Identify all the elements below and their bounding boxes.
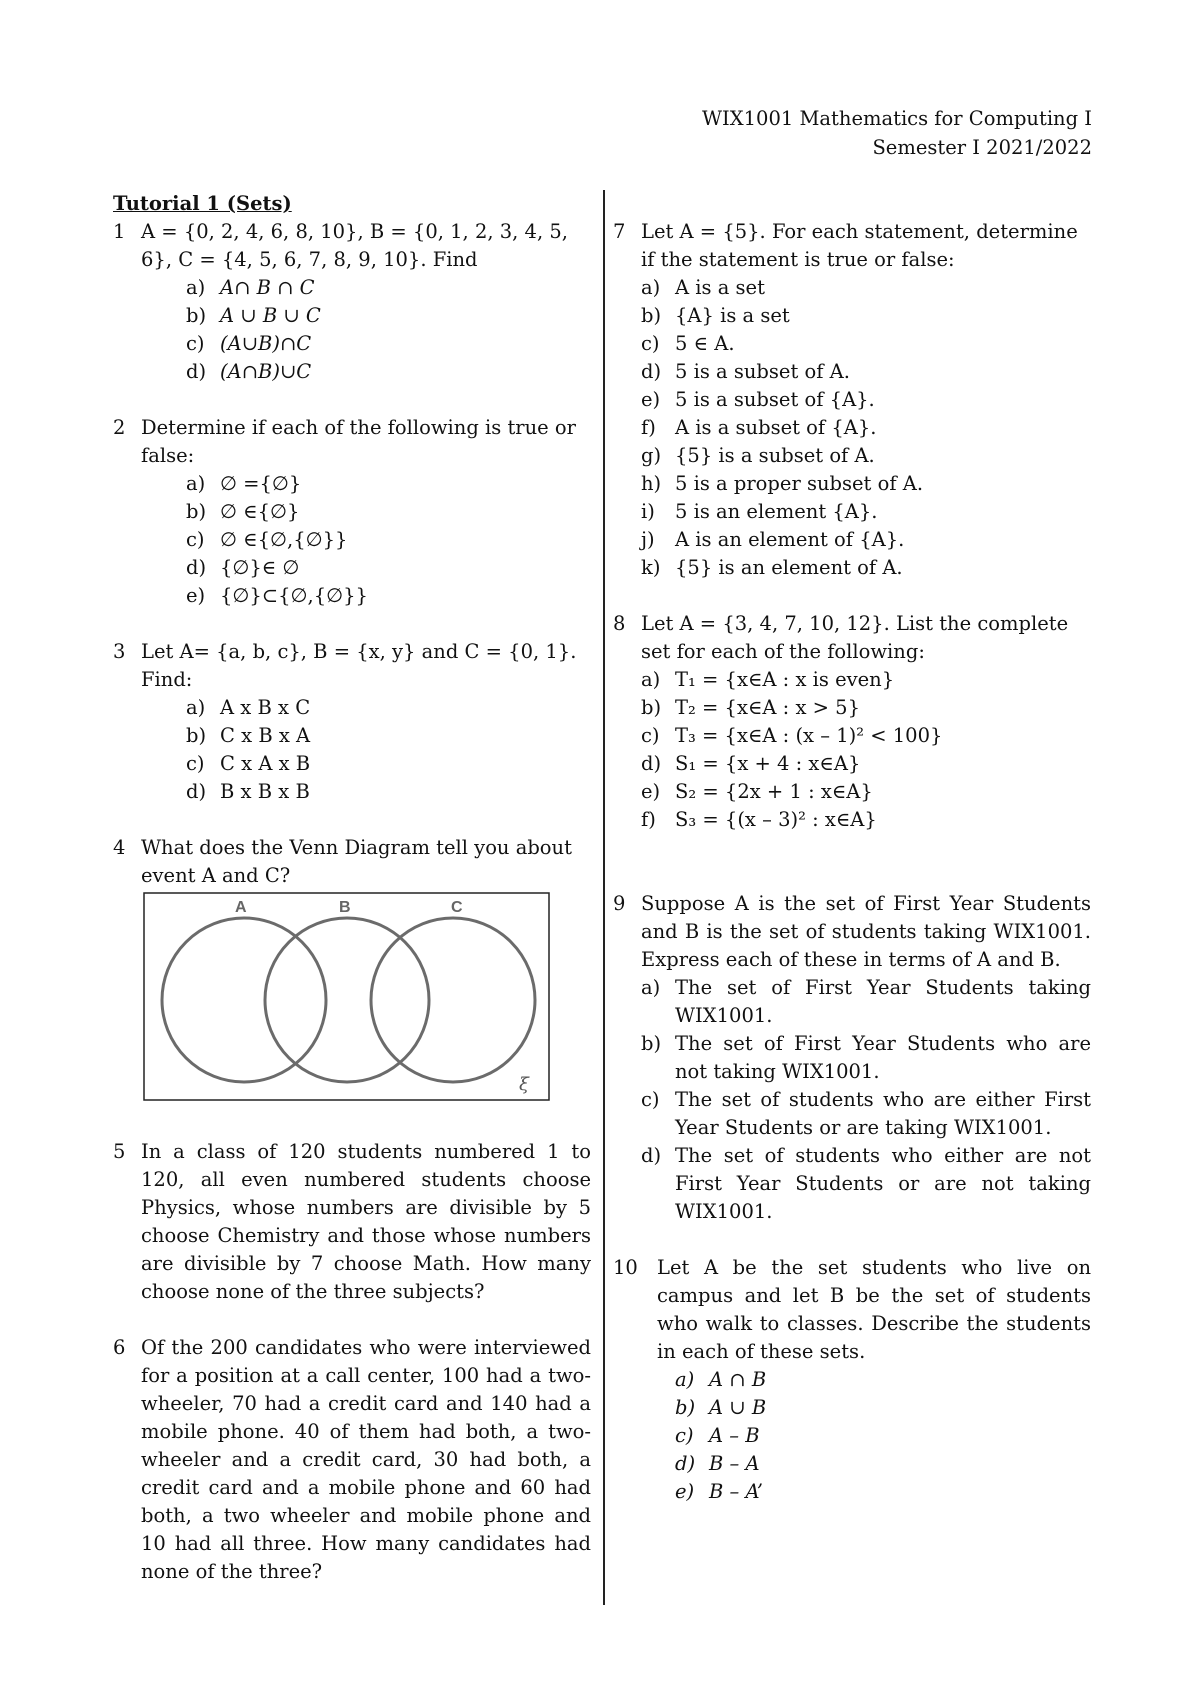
option-label: d) bbox=[186, 780, 207, 803]
question-number: 10 bbox=[613, 1256, 638, 1279]
universe-box bbox=[144, 893, 549, 1100]
option-text: B – A bbox=[709, 1452, 760, 1475]
question-number: 6 bbox=[113, 1336, 126, 1359]
option-text: {∅}∈ ∅ bbox=[220, 556, 300, 579]
option-label: e) bbox=[641, 388, 661, 411]
option-label: a) bbox=[641, 276, 661, 299]
option-text: S₃ = {(x – 3)² : x∈A} bbox=[675, 808, 877, 831]
universe-label: ξ bbox=[519, 1074, 529, 1095]
question-text: Let A be the set students who live on campus and let B be the set of students who walk to classes. Describe the students in each of these sets. bbox=[657, 1256, 1091, 1363]
option-label: a) bbox=[641, 668, 661, 691]
option-item bbox=[641, 274, 1091, 302]
option-item bbox=[641, 386, 1091, 414]
option-label: b) bbox=[675, 1396, 696, 1419]
option-text: T₃ = {x∈A : (x – 1)² < 100} bbox=[675, 724, 943, 747]
question-number: 4 bbox=[113, 836, 126, 859]
question-number: 3 bbox=[113, 640, 126, 663]
option-item bbox=[186, 750, 591, 778]
option-item bbox=[641, 778, 1091, 806]
option-item bbox=[186, 470, 591, 498]
option-text: A is a subset of {A}. bbox=[675, 416, 877, 439]
option-text: {A} is a set bbox=[675, 304, 790, 327]
option-label: a) bbox=[186, 276, 206, 299]
option-label: a) bbox=[675, 1368, 695, 1391]
option-item bbox=[186, 330, 591, 358]
option-label: d) bbox=[641, 752, 662, 775]
option-text: 5 is a proper subset of A. bbox=[675, 472, 924, 495]
option-item bbox=[186, 694, 591, 722]
option-text: The set of students who either are not First Year Students or are not taking WIX1001. bbox=[675, 1144, 1091, 1223]
option-label: d) bbox=[675, 1452, 696, 1475]
option-label: c) bbox=[186, 332, 205, 355]
option-label: d) bbox=[641, 360, 662, 383]
option-text: ∅ ∈{∅,{∅}} bbox=[220, 528, 348, 551]
option-label: f) bbox=[641, 416, 656, 439]
option-text: T₂ = {x∈A : x > 5} bbox=[675, 696, 860, 719]
option-text: A – B bbox=[709, 1424, 760, 1447]
option-label: i) bbox=[641, 500, 655, 523]
option-text: A ∩ B bbox=[709, 1368, 767, 1391]
option-item bbox=[186, 778, 591, 806]
option-item bbox=[641, 526, 1091, 554]
option-label: c) bbox=[641, 724, 660, 747]
question-text: Of the 200 candidates who were interviewed for a position at a call center, 100 had a two-wheeler, 70 had a credit card and 140 had a mobile phone. 40 of them had both, a two-wheeler and a credit card, 30 had both, a credit card and a mobile phone and 60 had both, a two wheeler and mobile phone and 10 had all three. How many candidates had none of the three? bbox=[141, 1336, 591, 1583]
option-item bbox=[641, 750, 1091, 778]
option-item bbox=[186, 302, 591, 330]
venn-diagram bbox=[143, 892, 551, 1102]
option-item bbox=[186, 498, 591, 526]
label-c: C bbox=[451, 899, 463, 916]
question-text: Let A = {5}. For each statement, determine if the statement is true or false: bbox=[641, 220, 1078, 271]
question-6 bbox=[113, 1334, 591, 1586]
option-label: b) bbox=[186, 724, 207, 747]
option-item bbox=[186, 582, 591, 610]
option-item bbox=[641, 442, 1091, 470]
question-number: 7 bbox=[613, 220, 626, 243]
option-text: 5 is a subset of A. bbox=[675, 360, 850, 383]
option-item bbox=[641, 666, 1091, 694]
question-text: Determine if each of the following is true or false: bbox=[141, 416, 576, 467]
option-label: j) bbox=[641, 528, 655, 551]
question-text: Let A = {3, 4, 7, 10, 12}. List the complete set for each of the following: bbox=[641, 612, 1069, 663]
option-item bbox=[641, 1142, 1091, 1226]
option-item bbox=[641, 470, 1091, 498]
option-label: c) bbox=[641, 1088, 660, 1111]
column-divider bbox=[603, 190, 605, 1605]
option-label: b) bbox=[641, 304, 662, 327]
option-label: b) bbox=[186, 304, 207, 327]
option-label: e) bbox=[186, 584, 206, 607]
question-10 bbox=[613, 1254, 1091, 1506]
option-text: A is a set bbox=[675, 276, 765, 299]
option-text: (A∪B)∩C bbox=[220, 332, 312, 355]
option-text: T₁ = {x∈A : x is even} bbox=[675, 668, 895, 691]
option-item bbox=[675, 1366, 1091, 1394]
option-text: A ∪ B bbox=[709, 1396, 767, 1419]
course-title: WIX1001 Mathematics for Computing I bbox=[702, 107, 1092, 130]
question-2 bbox=[113, 414, 591, 610]
option-list bbox=[641, 666, 1091, 834]
question-8 bbox=[613, 610, 1091, 834]
question-4 bbox=[113, 834, 591, 1110]
option-item bbox=[186, 274, 591, 302]
option-text: 5 is an element {A}. bbox=[675, 500, 878, 523]
option-label: g) bbox=[641, 444, 662, 467]
option-text: S₁ = {x + 4 : x∈A} bbox=[675, 752, 861, 775]
option-item bbox=[641, 302, 1091, 330]
option-item bbox=[641, 498, 1091, 526]
option-text: A ∪ B ∪ C bbox=[220, 304, 321, 327]
question-number: 5 bbox=[113, 1140, 126, 1163]
option-text: The set of First Year Students who are not taking WIX1001. bbox=[675, 1032, 1091, 1083]
label-a: A bbox=[235, 899, 247, 916]
tutorial-title: Tutorial 1 (Sets) bbox=[113, 192, 292, 215]
question-9 bbox=[613, 890, 1091, 1226]
question-number: 1 bbox=[113, 220, 126, 243]
option-label: k) bbox=[641, 556, 661, 579]
option-label: d) bbox=[641, 1144, 662, 1167]
option-text: ∅ ={∅} bbox=[220, 472, 302, 495]
option-label: d) bbox=[186, 360, 207, 383]
question-number: 2 bbox=[113, 416, 126, 439]
option-label: h) bbox=[641, 472, 662, 495]
question-text: Let A= {a, b, c}, B = {x, y} and C = {0, 1}. Find: bbox=[141, 640, 577, 691]
option-item bbox=[641, 974, 1091, 1030]
semester-label: Semester I 2021/2022 bbox=[872, 136, 1092, 159]
option-item bbox=[641, 330, 1091, 358]
option-item bbox=[641, 1086, 1091, 1142]
option-item bbox=[675, 1394, 1091, 1422]
question-7 bbox=[613, 218, 1091, 582]
option-label: d) bbox=[186, 556, 207, 579]
option-text: A x B x C bbox=[220, 696, 311, 719]
option-text: {5} is a subset of A. bbox=[675, 444, 875, 467]
option-list bbox=[675, 1366, 1091, 1506]
question-number: 8 bbox=[613, 612, 626, 635]
option-text: C x A x B bbox=[220, 752, 311, 775]
option-label: b) bbox=[641, 696, 662, 719]
question-text: A = {0, 2, 4, 6, 8, 10}, B = {0, 1, 2, 3, 4, 5, 6}, C = {4, 5, 6, 7, 8, 9, 10}. Find bbox=[141, 220, 568, 271]
option-text: The set of First Year Students taking WIX1001. bbox=[675, 976, 1091, 1027]
option-item bbox=[641, 1030, 1091, 1086]
option-item bbox=[186, 526, 591, 554]
option-item bbox=[675, 1478, 1091, 1506]
option-item bbox=[641, 694, 1091, 722]
option-item bbox=[641, 722, 1091, 750]
option-text: B – A’ bbox=[709, 1480, 763, 1503]
option-text: 5 is a subset of {A}. bbox=[675, 388, 875, 411]
option-label: c) bbox=[186, 528, 205, 551]
option-text: A is an element of {A}. bbox=[675, 528, 905, 551]
option-label: a) bbox=[186, 696, 206, 719]
option-item bbox=[641, 358, 1091, 386]
question-1 bbox=[113, 218, 591, 386]
option-text: 5 ∈ A. bbox=[675, 332, 735, 355]
option-list bbox=[641, 974, 1091, 1226]
option-text: C x B x A bbox=[220, 724, 311, 747]
option-item bbox=[186, 722, 591, 750]
left-column bbox=[113, 190, 591, 1614]
option-text: (A∩B)∪C bbox=[220, 360, 312, 383]
label-b: B bbox=[339, 899, 351, 916]
option-label: f) bbox=[641, 808, 656, 831]
option-list bbox=[186, 274, 591, 386]
option-label: b) bbox=[641, 1032, 662, 1055]
option-text: {5} is an element of A. bbox=[675, 556, 903, 579]
option-label: c) bbox=[186, 752, 205, 775]
option-label: b) bbox=[186, 500, 207, 523]
option-text: B x B x B bbox=[220, 780, 310, 803]
option-item bbox=[186, 554, 591, 582]
option-item bbox=[641, 414, 1091, 442]
page-header bbox=[702, 104, 1092, 162]
option-label: e) bbox=[641, 780, 661, 803]
option-text: A∩ B ∩ C bbox=[220, 276, 315, 299]
option-label: c) bbox=[641, 332, 660, 355]
question-text: In a class of 120 students numbered 1 to 120, all even numbered students choose Physics, whose numbers are divisible by 5 choose Chemistry and those whose numbers are divisible by 7 choose Math. How many choose none of the three subjects? bbox=[141, 1140, 591, 1303]
option-label: a) bbox=[186, 472, 206, 495]
option-item bbox=[641, 554, 1091, 582]
option-list bbox=[186, 694, 591, 806]
option-text: {∅}⊂{∅,{∅}} bbox=[220, 584, 368, 607]
right-column bbox=[613, 190, 1091, 1534]
option-list bbox=[641, 274, 1091, 582]
option-item bbox=[641, 806, 1091, 834]
question-number: 9 bbox=[613, 892, 626, 915]
question-text: Suppose A is the set of First Year Students and B is the set of students taking WIX1001. Express each of these in terms of A and B. bbox=[641, 892, 1091, 971]
option-label: c) bbox=[675, 1424, 694, 1447]
question-text: What does the Venn Diagram tell you about event A and C? bbox=[141, 836, 572, 887]
option-label: a) bbox=[641, 976, 661, 999]
option-item bbox=[675, 1422, 1091, 1450]
option-text: The set of students who are either First Year Students or are taking WIX1001. bbox=[675, 1088, 1091, 1139]
option-item bbox=[186, 358, 591, 386]
question-3 bbox=[113, 638, 591, 806]
option-text: S₂ = {2x + 1 : x∈A} bbox=[675, 780, 873, 803]
option-item bbox=[675, 1450, 1091, 1478]
option-list bbox=[186, 470, 591, 610]
option-text: ∅ ∈{∅} bbox=[220, 500, 300, 523]
option-label: e) bbox=[675, 1480, 695, 1503]
question-5 bbox=[113, 1138, 591, 1306]
